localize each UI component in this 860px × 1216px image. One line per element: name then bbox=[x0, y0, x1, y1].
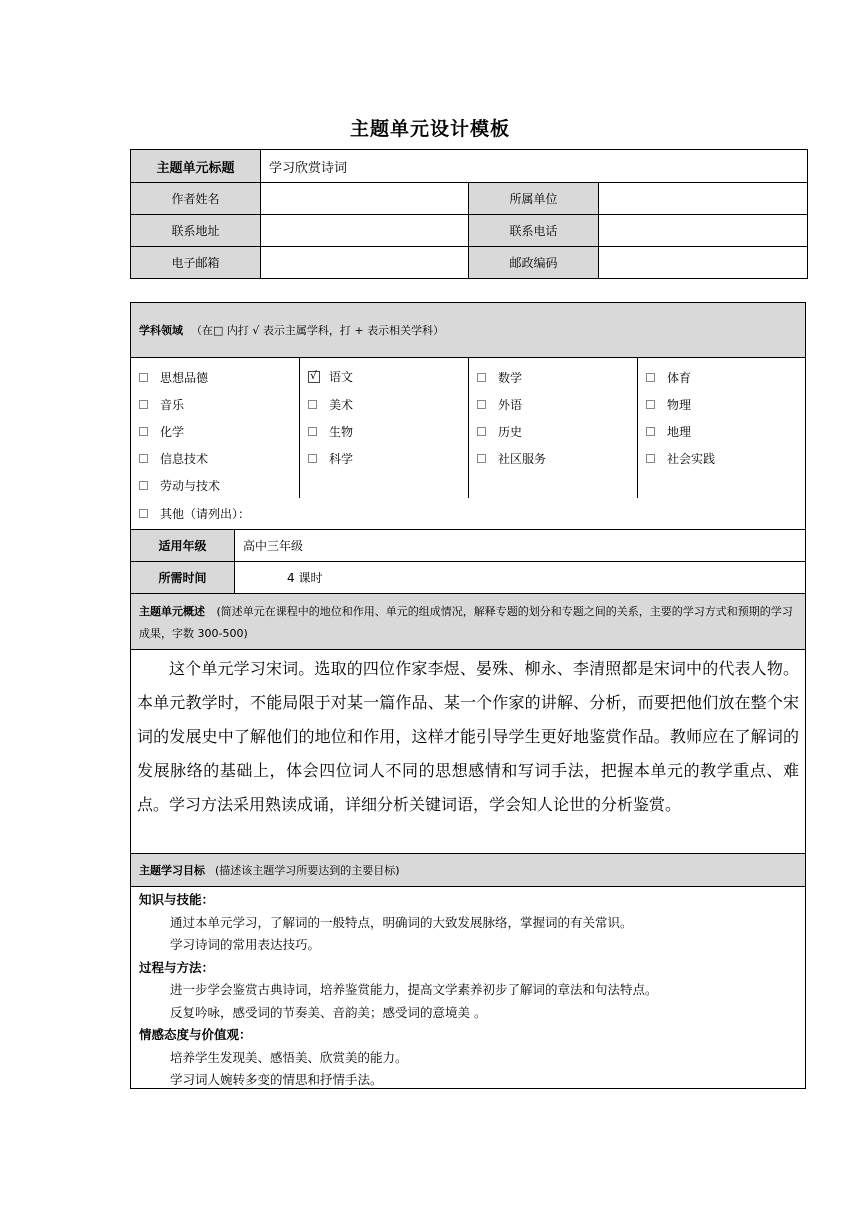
subject-item[interactable]: 数学 bbox=[477, 369, 522, 386]
checkbox-icon[interactable] bbox=[308, 427, 317, 436]
overview-text[interactable]: 这个单元学习宋词。选取的四位作家李煜、晏殊、柳永、李清照都是宋词中的代表人物。本单元教学时，不能局限于对某一篇作品、某一个作家的讲解、分析，而要把他们放在整个宋词的发展史中了解他们的地位和作用，这样才能引导学生更好地鉴赏作品。教师应在了解词的发展脉络的基础上，体会四位词人不同的思想感情和写词手法，把握本单元的教学重点、难点。学习方法采用熟读成诵，详细分析关键词语，学会知人论世的分析鉴赏。 bbox=[131, 650, 805, 854]
subject-item[interactable]: 科学 bbox=[308, 450, 353, 467]
topic-value[interactable]: 学习欣赏诗词 bbox=[261, 150, 808, 183]
info-table bbox=[130, 149, 808, 279]
phone-label: 联系电话 bbox=[469, 215, 599, 247]
process-heading: 过程与方法： bbox=[139, 959, 215, 975]
checkbox-icon[interactable] bbox=[477, 373, 486, 382]
author-label: 作者姓名 bbox=[131, 183, 261, 215]
goal-line: 培养学生发现美、感悟美、欣赏美的能力。 bbox=[170, 1049, 408, 1065]
checkbox-icon[interactable] bbox=[477, 454, 486, 463]
checkbox-icon[interactable] bbox=[139, 427, 148, 436]
goals-heading: 主题学习目标 bbox=[139, 864, 205, 877]
subject-column bbox=[131, 358, 300, 498]
unit-field[interactable] bbox=[599, 183, 808, 215]
subject-item[interactable]: 体育 bbox=[646, 369, 691, 386]
grade-row bbox=[131, 530, 805, 562]
subject-item[interactable]: 历史 bbox=[477, 423, 522, 440]
subject-column bbox=[300, 358, 469, 498]
page-title: 主题单元设计模板 bbox=[349, 118, 510, 140]
subject-column bbox=[469, 358, 638, 498]
subject-column bbox=[638, 358, 807, 498]
subject-item[interactable]: 社区服务 bbox=[477, 450, 546, 467]
subject-item[interactable]: 地理 bbox=[646, 423, 691, 440]
goal-line: 通过本单元学习，了解词的一般特点，明确词的大致发展脉络，掌握词的有关常识。 bbox=[170, 914, 633, 930]
checkbox-icon[interactable] bbox=[477, 400, 486, 409]
address-label: 联系地址 bbox=[131, 215, 261, 247]
postcode-label: 邮政编码 bbox=[469, 247, 599, 279]
checkbox-icon[interactable] bbox=[139, 400, 148, 409]
checked-checkbox-icon[interactable] bbox=[308, 371, 320, 383]
subject-item[interactable]: 音乐 bbox=[139, 396, 184, 413]
checkbox-icon[interactable] bbox=[308, 454, 317, 463]
grade-label: 适用年级 bbox=[131, 530, 235, 561]
subject-header bbox=[131, 303, 805, 358]
subject-item[interactable]: 劳动与技术 bbox=[139, 477, 220, 494]
subject-item[interactable]: 信息技术 bbox=[139, 450, 208, 467]
other-label: 其他（请列出）： bbox=[160, 507, 251, 521]
time-row bbox=[131, 562, 805, 594]
subject-item[interactable]: 社会实践 bbox=[646, 450, 715, 467]
checkbox-icon[interactable] bbox=[646, 400, 655, 409]
overview-header bbox=[131, 594, 805, 650]
goals-body[interactable] bbox=[131, 887, 805, 1092]
goal-line: 进一步学会鉴赏古典诗词，培养鉴赏能力，提高文学素养初步了解词的章法和句法特点。 bbox=[170, 982, 658, 997]
subject-item[interactable]: 思想品德 bbox=[139, 369, 208, 386]
overview-note: (简述单元在课程中的地位和作用、单元的组成情况，解释专题的划分和专题之间的关系，主要的学习方式和预期的学习成果，字数 300-500) bbox=[139, 605, 793, 640]
checkbox-icon[interactable] bbox=[646, 427, 655, 436]
time-label: 所需时间 bbox=[131, 562, 235, 593]
checkbox-icon[interactable] bbox=[646, 373, 655, 382]
phone-field[interactable] bbox=[599, 215, 808, 247]
checkbox-icon[interactable] bbox=[646, 454, 655, 463]
time-value[interactable]: 4 课时 bbox=[287, 571, 323, 585]
subject-item[interactable]: 化学 bbox=[139, 423, 184, 440]
topic-label: 主题单元标题 bbox=[131, 150, 261, 183]
checkbox-icon[interactable] bbox=[308, 400, 317, 409]
email-label: 电子邮箱 bbox=[131, 247, 261, 279]
subject-item[interactable]: 生物 bbox=[308, 423, 353, 440]
goal-line: 学习诗词的常用表达技巧。 bbox=[170, 937, 321, 952]
overview-heading: 主题单元概述 bbox=[139, 605, 205, 618]
goal-line: 学习词人婉转多变的情思和抒情手法。 bbox=[170, 1072, 383, 1087]
author-field[interactable] bbox=[261, 183, 469, 215]
subject-note: （在□ 内打 √ 表示主属学科，打 + 表示相关学科） bbox=[191, 324, 445, 337]
checkbox-icon[interactable] bbox=[139, 373, 148, 382]
knowledge-heading: 知识与技能： bbox=[139, 892, 215, 907]
goal-line: 反复吟咏，感受词的节奏美、音韵美；感受词的意境美 。 bbox=[170, 1004, 487, 1020]
subject-grid bbox=[131, 358, 805, 498]
subject-heading: 学科领域 bbox=[139, 324, 183, 337]
subject-item[interactable]: 外语 bbox=[477, 396, 522, 413]
checkbox-icon[interactable] bbox=[477, 427, 486, 436]
checkbox-icon[interactable] bbox=[139, 481, 148, 490]
other-subject-row[interactable] bbox=[131, 498, 805, 530]
address-field[interactable] bbox=[261, 215, 469, 247]
subject-item[interactable]: 美术 bbox=[308, 396, 353, 413]
design-form bbox=[130, 302, 806, 1089]
emotion-heading: 情感态度与价值观： bbox=[139, 1027, 252, 1042]
email-field[interactable] bbox=[261, 247, 469, 279]
subject-item[interactable]: 物理 bbox=[646, 396, 691, 413]
subject-item[interactable]: √ 语文 bbox=[308, 368, 353, 385]
goals-header bbox=[131, 854, 805, 887]
goals-note: (描述该主题学习所要达到的主要目标) bbox=[215, 864, 400, 877]
grade-value[interactable]: 高中三年级 bbox=[243, 539, 304, 553]
checkbox-icon[interactable] bbox=[139, 509, 148, 518]
unit-label: 所属单位 bbox=[469, 183, 599, 215]
postcode-field[interactable] bbox=[599, 247, 808, 279]
checkbox-icon[interactable] bbox=[139, 454, 148, 463]
